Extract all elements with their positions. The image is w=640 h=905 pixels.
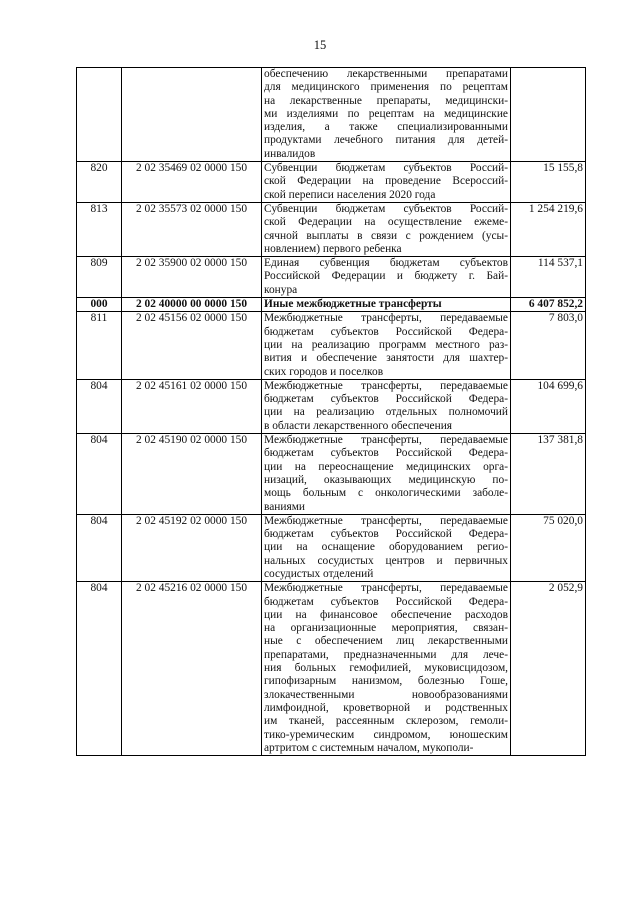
- table-row: [77, 298, 586, 312]
- revenue-name-cell: [262, 514, 511, 581]
- revenue-name-line: новлением) первого ребенка: [264, 242, 402, 255]
- revenue-name-cell: [262, 257, 511, 298]
- table-row: [77, 312, 586, 379]
- revenue-name-cell: [262, 202, 511, 256]
- revenue-name-line: препаратами, предназначенными для лече-: [264, 648, 508, 661]
- revenue-name-line: тико-уремическим синдромом, юношеским: [264, 728, 508, 741]
- budget-code-cell: 2 02 45216 02 0000 150: [122, 582, 262, 756]
- revenue-name-line: нальных сосудистых центров и первичных: [264, 554, 508, 567]
- revenue-name-line: изделия, а также специализированными: [264, 121, 508, 134]
- admin-code-cell: 811: [77, 312, 122, 379]
- revenue-name-line: продуктами лечебного питания для детей-: [264, 134, 508, 147]
- budget-code-cell: 2 02 35900 02 0000 150: [122, 257, 262, 298]
- budget-code-cell: 2 02 45161 02 0000 150: [122, 379, 262, 433]
- admin-code-cell: 813: [77, 202, 122, 256]
- revenue-name-line: ми изделиями по рецептам на медицинские: [264, 107, 508, 120]
- admin-code-cell: 820: [77, 162, 122, 203]
- revenue-name-line: вития и обеспечение занятости для шахтер-: [264, 352, 508, 365]
- admin-code-cell: 809: [77, 257, 122, 298]
- budget-code-cell: 2 02 45190 02 0000 150: [122, 434, 262, 515]
- budget-code-cell: 2 02 35469 02 0000 150: [122, 162, 262, 203]
- amount-cell: 2 052,9: [511, 582, 586, 756]
- revenue-name-line: инвалидов: [264, 147, 316, 160]
- revenue-name-line: ные с обеспечением лиц лекарственными: [264, 635, 508, 648]
- revenue-name-line: ции на реализацию отдельных полномочий: [264, 406, 508, 419]
- revenue-name-line: сячной выплаты в связи с рождением (усы-: [264, 229, 508, 242]
- table-row: [77, 257, 586, 298]
- revenue-name-line: конура: [264, 283, 298, 296]
- revenue-name-line: Единая субвенция бюджетам субъектов: [264, 257, 508, 270]
- revenue-name-line: им тканей, рассеянным склерозом, гемоли-: [264, 715, 508, 728]
- revenue-name-line: ции на переоснащение медицинских орга-: [264, 460, 508, 473]
- revenue-name-line: гипофизарным нанизмом, болезнью Гоше,: [264, 675, 508, 688]
- budget-code-cell: [122, 68, 262, 162]
- amount-cell: 6 407 852,2: [511, 298, 586, 312]
- revenue-name-line: на лекарственные препараты, медицински-: [264, 94, 508, 107]
- revenue-name-line: бюджетам субъектов Российской Федера-: [264, 447, 508, 460]
- revenue-name-line: ции на реализацию программ местного раз-: [264, 338, 508, 351]
- revenue-name-line: ваниями: [264, 500, 306, 513]
- admin-code-cell: [77, 68, 122, 162]
- amount-cell: 7 803,0: [511, 312, 586, 379]
- budget-code-cell: 2 02 35573 02 0000 150: [122, 202, 262, 256]
- revenue-name-line: ской Федерации на осуществление ежеме-: [264, 216, 508, 229]
- table-row: [77, 202, 586, 256]
- revenue-name-cell: [262, 298, 511, 312]
- revenue-name-line: сосудистых отделений: [264, 567, 374, 580]
- revenue-name-cell: [262, 582, 511, 756]
- revenue-name-cell: [262, 312, 511, 379]
- table-row: [77, 434, 586, 515]
- amount-cell: [511, 68, 586, 162]
- revenue-name-line: ской переписи населения 2020 года: [264, 188, 436, 201]
- revenue-name-line: низаций, оказывающих медицинскую по-: [264, 473, 508, 486]
- revenue-name-line: Субвенции бюджетам субъектов Россий-: [264, 162, 508, 175]
- admin-code-cell: 804: [77, 379, 122, 433]
- revenue-name-line: бюджетам субъектов Российской Федера-: [264, 528, 508, 541]
- revenue-name-line: на организационные мероприятия, связан-: [264, 622, 508, 635]
- amount-cell: 75 020,0: [511, 514, 586, 581]
- page-number: 15: [313, 38, 327, 52]
- revenue-name-line: Межбюджетные трансферты, передаваемые: [264, 514, 508, 527]
- budget-code-cell: 2 02 45192 02 0000 150: [122, 514, 262, 581]
- revenue-name-line: ских городов и поселков: [264, 365, 384, 378]
- revenue-name-cell: [262, 434, 511, 515]
- revenue-name-line: артритом с системным началом, мукополи-: [264, 741, 474, 754]
- revenue-name-line: Межбюджетные трансферты, передаваемые: [264, 434, 508, 447]
- admin-code-cell: 804: [77, 514, 122, 581]
- revenue-name-line: ской Федерации на проведение Всероссий-: [264, 175, 508, 188]
- revenue-name-line: ции на оснащение оборудованием регио-: [264, 541, 508, 554]
- revenue-name-line: бюджетам субъектов Российской Федера-: [264, 325, 508, 338]
- revenue-name-line: лимфоидной, кроветворной и родственных: [264, 701, 508, 714]
- admin-code-cell: 804: [77, 434, 122, 515]
- revenue-name-line: бюджетам субъектов Российской Федера-: [264, 595, 508, 608]
- revenue-name-line: в области лекарственного обеспечения: [264, 419, 453, 432]
- revenue-name-line: ния больных гемофилией, муковисцидозом,: [264, 662, 508, 675]
- revenue-name-line: для медицинского применения по рецептам: [264, 81, 508, 94]
- amount-cell: 114 537,1: [511, 257, 586, 298]
- table-body: [77, 68, 586, 756]
- amount-cell: 104 699,6: [511, 379, 586, 433]
- revenue-name-line: Межбюджетные трансферты, передаваемые: [264, 379, 508, 392]
- amount-cell: 137 381,8: [511, 434, 586, 515]
- table-row: [77, 162, 586, 203]
- revenue-name-line: мощь больным с онкологическими заболе-: [264, 487, 508, 500]
- revenue-name-line: Субвенции бюджетам субъектов Россий-: [264, 202, 508, 215]
- revenue-name-cell: [262, 379, 511, 433]
- revenue-name-line: ции на финансовое обеспечение расходов: [264, 608, 508, 621]
- revenue-name-line: Межбюджетные трансферты, передаваемые: [264, 312, 508, 325]
- revenue-name-line: Российской Федерации и бюджету г. Бай-: [264, 270, 508, 283]
- table-row: [77, 582, 586, 756]
- revenue-name-line: злокачественными новообразованиями: [264, 688, 508, 701]
- revenue-name-cell: [262, 162, 511, 203]
- admin-code-cell: 000: [77, 298, 122, 312]
- budget-code-cell: 2 02 45156 02 0000 150: [122, 312, 262, 379]
- table-row: [77, 68, 586, 162]
- revenue-name-line: обеспечению лекарственными препаратами: [264, 68, 508, 80]
- admin-code-cell: 804: [77, 582, 122, 756]
- table-row: [77, 379, 586, 433]
- amount-cell: 1 254 219,6: [511, 202, 586, 256]
- revenue-name-line: бюджетам субъектов Российской Федера-: [264, 393, 508, 406]
- revenue-name-line: Межбюджетные трансферты, передаваемые: [264, 582, 508, 595]
- table-row: [77, 514, 586, 581]
- budget-revenue-table: [76, 67, 586, 756]
- budget-code-cell: 2 02 40000 00 0000 150: [122, 298, 262, 312]
- revenue-name-cell: [262, 68, 511, 162]
- amount-cell: 15 155,8: [511, 162, 586, 203]
- revenue-name-line: Иные межбюджетные трансферты: [264, 298, 442, 311]
